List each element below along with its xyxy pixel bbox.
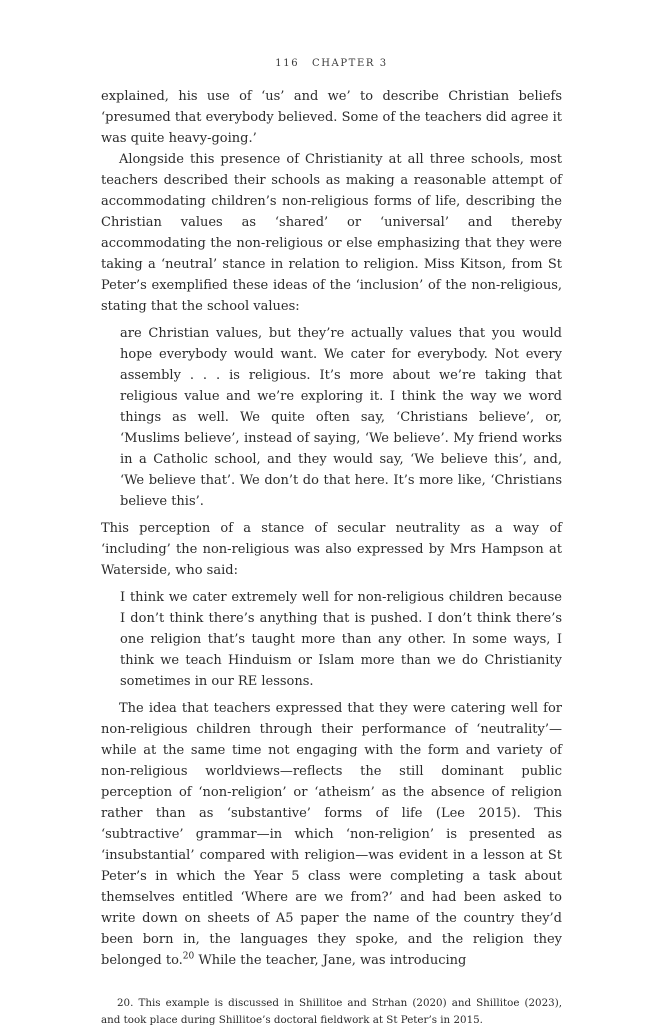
footnote-reference[interactable]: 20 xyxy=(182,951,195,962)
page-number: 116 xyxy=(275,58,300,69)
footnotes xyxy=(101,995,562,1029)
paragraph-with-note xyxy=(101,698,562,971)
paragraph-text: The idea that teachers expressed that they were catering well for non-religious children through their performance of ‘neutrality’—while at the same time not engaging with the form and variety of non-religious worldviews—reflects the still dominant public perception of ‘non-religion’ or ‘atheism’ as the absence of religion rather than as ‘substantive’ forms of life (Lee 2015). This ‘subtractive’ grammar—in which ‘non-religion’ is presented as ‘insubstantial’ compared with religion—was evident in a lesson at St Peter’s in which the Year 5 class were completing a task about themselves entitled ‘Where are we from?’ and had been asked to write down on sheets of A5 paper the name of the country they’d been born in, the languages they spoke, and the religion they belonged to. xyxy=(101,701,562,968)
body-text xyxy=(101,86,562,971)
quote-text: are Christian values, but they’re actually values that you would hope everybody would want. We cater for everybody. Not every assembly . . . is religious. It’s more about we’re taking that religious value and we’re exploring it. I think the way we word things as well. We quite often say, ‘Christians believe’, or, ‘Muslims believe’, instead of saying, ‘We believe’. My friend works in a Catholic school, and they would say, ‘We believe this’, and, ‘We believe that’. We don’t do that here. It’s more like, ‘Christians believe this’. xyxy=(120,326,562,509)
footnote-20: 20. This example is discussed in Shillitoe and Strhan (2020) and Shillitoe (2023), and took place during Shillitoe’s doctoral fieldwork at St Peter’s in 2015. xyxy=(101,997,562,1026)
paragraph-continuation: explained, his use of ‘us’ and we’ to describe Christian beliefs ‘presumed that everybody believed. Some of the teachers did agree it was quite heavy-going.’ xyxy=(101,89,562,146)
paragraph: This perception of a stance of secular neutrality as a way of ‘including’ the non-religious was also expressed by Mrs Hampson at Waterside, who said: xyxy=(101,521,562,578)
chapter-label: CHAPTER 3 xyxy=(311,58,388,69)
paragraph: Alongside this presence of Christianity at all three schools, most teachers described their schools as making a reasonable attempt of accommodating children’s non-religious forms of life, describing the Christian values as ‘shared’ or ‘universal’ and thereby accommodating the non-religious or else emphasizing that they were taking a ‘neutral’ stance in relation to religion. Miss Kitson, from St Peter’s exemplified these ideas of the ‘inclusion’ of the non-religious, stating that the school values: xyxy=(101,152,562,314)
paragraph-tail: While the teacher, Jane, was introducing xyxy=(194,953,467,968)
running-head xyxy=(101,58,562,69)
block-quote-hampson xyxy=(120,587,562,692)
book-page xyxy=(101,58,562,1029)
block-quote-kitson xyxy=(120,323,562,512)
quote-text: I think we cater extremely well for non-religious children because I don’t think there’s anything that is pushed. I don’t think there’s one religion that’s taught more than any other. In some ways, I think we teach Hinduism or Islam more than we do Christianity sometimes in our RE lessons. xyxy=(120,590,562,689)
